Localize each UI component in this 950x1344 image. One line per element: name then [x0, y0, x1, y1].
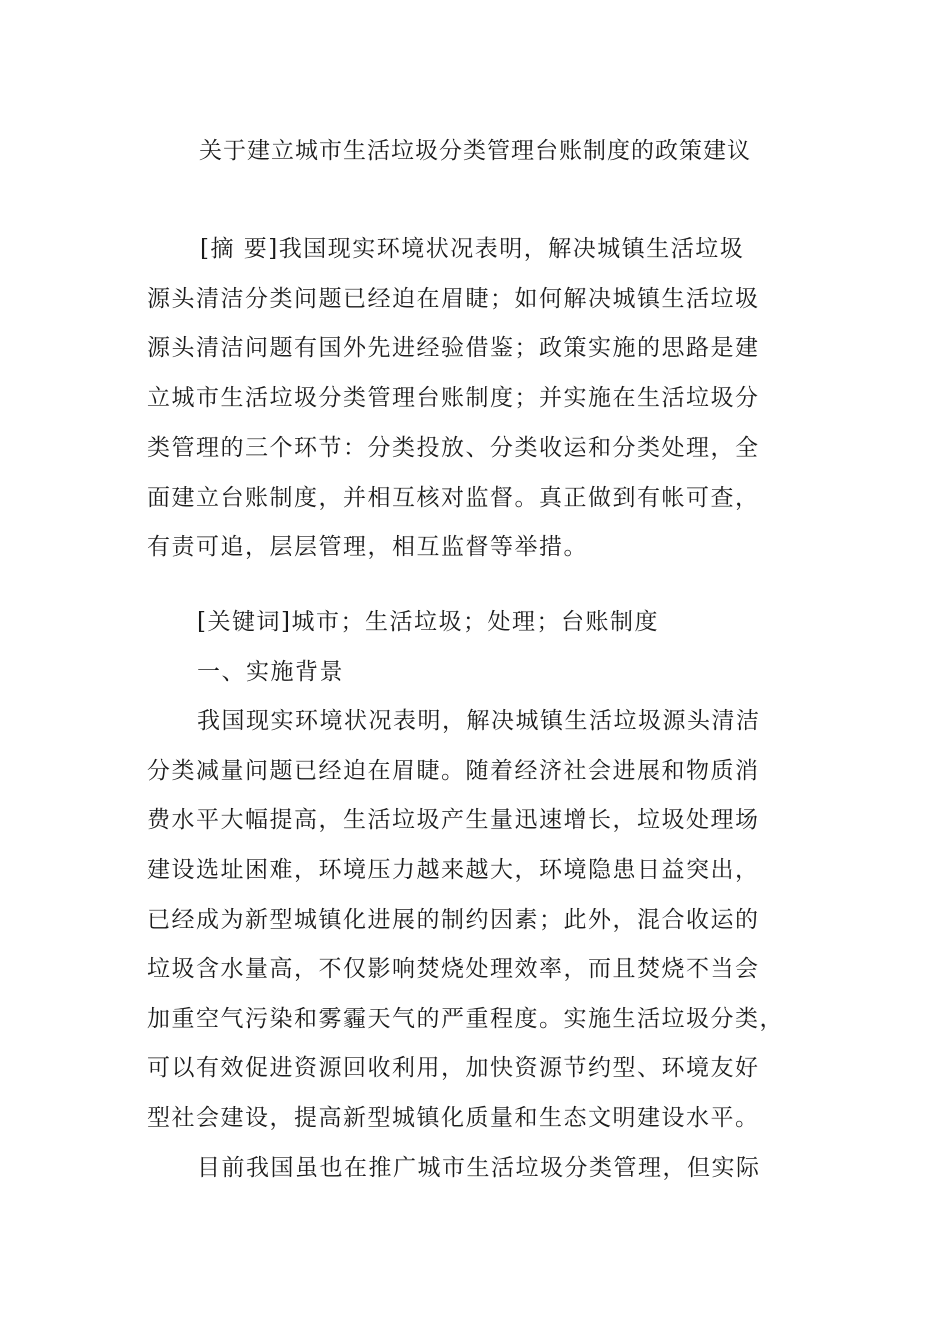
body-line: 我国现实环境状况表明，解决城镇生活垃圾源头清洁: [197, 708, 761, 734]
body-line: 可以有效促进资源回收利用，加快资源节约型、环境友好: [147, 1055, 760, 1081]
body-line: 目前我国虽也在推广城市生活垃圾分类管理，但实际: [197, 1155, 761, 1181]
body-line: 垃圾含水量高，不仅影响焚烧处理效率，而且焚烧不当会: [147, 956, 760, 982]
abstract-line: 源头清洁问题有国外先进经验借鉴；政策实施的思路是建: [147, 335, 760, 361]
abstract-line: 立城市生活垃圾分类管理台账制度；并实施在生活垃圾分: [147, 385, 760, 411]
body-line: 已经成为新型城镇化进展的制约因素；此外，混合收运的: [147, 907, 760, 933]
body-line: 加重空气污染和雾霾天气的严重程度。实施生活垃圾分类，: [147, 1006, 784, 1032]
body-line: 分类减量问题已经迫在眉睫。随着经济社会进展和物质消: [147, 758, 760, 784]
document-title: 关于建立城市生活垃圾分类管理台账制度的政策建议: [199, 138, 751, 164]
body-line: 型社会建设，提高新型城镇化质量和生态文明建设水平。: [147, 1105, 760, 1131]
abstract-line: 源头清洁分类问题已经迫在眉睫；如何解决城镇生活垃圾: [147, 286, 760, 312]
abstract-line: [摘 要]我国现实环境状况表明，解决城镇生活垃圾: [200, 236, 745, 262]
body-line: 建设选址困难，环境压力越来越大，环境隐患日益突出，: [147, 857, 760, 883]
abstract-line: 类管理的三个环节：分类投放、分类收运和分类处理，全: [147, 435, 760, 461]
section-heading: 一、实施背景: [197, 659, 344, 685]
keywords-line: [关键词]城市；生活垃圾；处理；台账制度: [197, 609, 659, 635]
abstract-line: 有责可追，层层管理，相互监督等举措。: [147, 534, 588, 560]
abstract-line: 面建立台账制度，并相互核对监督。真正做到有帐可查，: [147, 485, 760, 511]
body-line: 费水平大幅提高，生活垃圾产生量迅速增长，垃圾处理场: [147, 807, 760, 833]
